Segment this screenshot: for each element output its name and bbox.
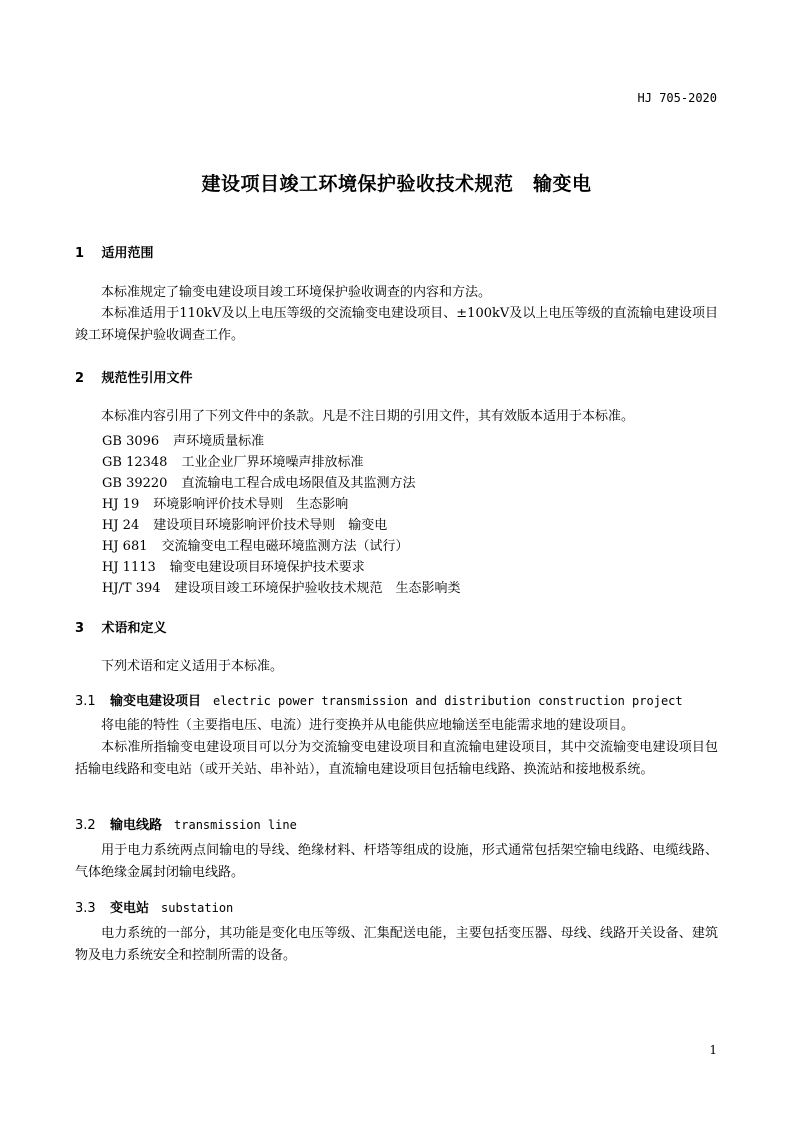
section-number: 2 xyxy=(75,371,85,386)
section-2-heading xyxy=(75,367,193,386)
reference-title: 直流输电工程合成电场限值及其监测方法 xyxy=(181,476,416,491)
reference-code: HJ 1113 xyxy=(102,560,156,575)
reference-item xyxy=(102,493,348,512)
section-number: 3 xyxy=(75,621,85,636)
section-title: 术语和定义 xyxy=(101,621,167,636)
reference-title: 交流输变电工程电磁环境监测方法（试行） xyxy=(161,539,409,554)
section-number: 1 xyxy=(75,246,85,261)
paragraph xyxy=(75,656,718,678)
paragraph-text: 下列术语和定义适用于本标准。 xyxy=(101,659,284,674)
paragraph-text: 本标准所指输变电建设项目可以分为交流输变电建设项目和直流输电建设项目，其中交流输变电建设项目包括输电线路和变电站（或开关站、串补站），直流输电建设项目包括输电线路、换流站和接地极系统。 xyxy=(75,740,718,777)
reference-item xyxy=(102,535,409,554)
reference-title: 输变电建设项目环境保护技术要求 xyxy=(169,560,365,575)
reference-code: HJ/T 394 xyxy=(102,581,161,596)
term-name: 输电线路 xyxy=(110,818,163,833)
reference-item xyxy=(102,472,415,491)
reference-title: 工业企业厂界环境噪声排放标准 xyxy=(181,455,364,470)
reference-item xyxy=(102,577,461,596)
reference-code: GB 12348 xyxy=(102,455,168,470)
reference-item xyxy=(102,556,365,575)
term-name: 变电站 xyxy=(110,901,150,916)
paragraph xyxy=(75,406,718,428)
document-title: 建设项目竣工环境保护验收技术规范 输变电 xyxy=(201,173,592,195)
reference-title: 声环境质量标准 xyxy=(173,434,265,449)
reference-title: 建设项目竣工环境保护验收技术规范 生态影响类 xyxy=(174,581,461,596)
reference-code: HJ 19 xyxy=(102,497,140,512)
page-number: 1 xyxy=(709,1043,717,1057)
term-number: 3.3 xyxy=(75,901,96,916)
term-heading xyxy=(75,690,683,709)
reference-code: GB 39220 xyxy=(102,476,168,491)
reference-code: HJ 681 xyxy=(102,539,148,554)
term-number: 3.1 xyxy=(75,694,96,709)
reference-item xyxy=(102,514,387,533)
paragraph xyxy=(75,303,718,347)
section-3-heading xyxy=(75,617,167,636)
term-name: 输变电建设项目 xyxy=(110,694,202,709)
paragraph xyxy=(75,923,718,967)
reference-code: HJ 24 xyxy=(102,518,140,533)
reference-code: GB 3096 xyxy=(102,434,160,449)
paragraph xyxy=(75,282,718,304)
section-title: 规范性引用文件 xyxy=(101,371,193,386)
term-heading xyxy=(75,897,233,916)
reference-title: 建设项目环境影响评价技术导则 输变电 xyxy=(153,518,388,533)
paragraph xyxy=(75,737,718,781)
paragraph-text: 本标准适用于110kV及以上电压等级的交流输变电建设项目、±100kV及以上电压等级的直流输电建设项目竣工环境保护验收调查工作。 xyxy=(75,306,718,343)
section-1-heading xyxy=(75,242,154,261)
term-english: substation xyxy=(161,901,234,915)
term-english: transmission line xyxy=(174,818,297,832)
paragraph-text: 将电能的特性（主要指电压、电流）进行变换并从电能供应地输送至电能需求地的建设项目。 xyxy=(101,718,635,733)
standard-code: HJ 705-2020 xyxy=(637,91,717,105)
paragraph xyxy=(75,715,718,737)
paragraph xyxy=(75,840,718,884)
reference-title: 环境影响评价技术导则 生态影响 xyxy=(153,497,349,512)
paragraph-text: 电力系统的一部分，其功能是变化电压等级、汇集配送电能，主要包括变压器、母线、线路开关设备、建筑物及电力系统安全和控制所需的设备。 xyxy=(75,926,718,963)
reference-item xyxy=(102,451,363,470)
term-number: 3.2 xyxy=(75,818,96,833)
section-title: 适用范围 xyxy=(101,246,154,261)
term-heading xyxy=(75,814,297,833)
paragraph-text: 用于电力系统两点间输电的导线、绝缘材料、杆塔等组成的设施，形式通常包括架空输电线路、电缆线路、气体绝缘金属封闭输电线路。 xyxy=(75,843,718,880)
paragraph-text: 本标准内容引用了下列文件中的条款。凡是不注日期的引用文件，其有效版本适用于本标准。 xyxy=(101,409,635,424)
term-english: electric power transmission and distribution construction project xyxy=(213,694,683,708)
reference-item xyxy=(102,430,264,449)
paragraph-text: 本标准规定了输变电建设项目竣工环境保护验收调查的内容和方法。 xyxy=(101,285,492,300)
